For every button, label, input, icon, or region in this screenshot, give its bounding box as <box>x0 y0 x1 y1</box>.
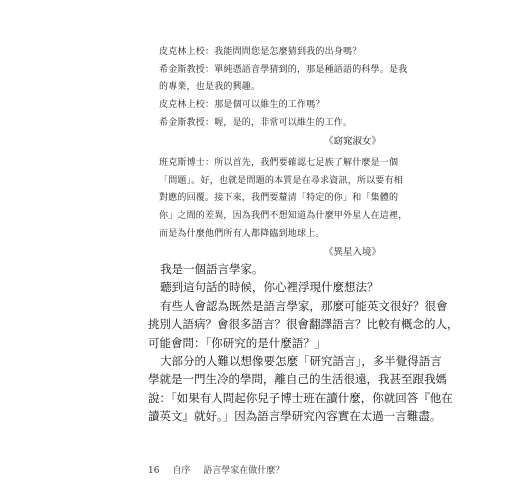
dialogue-line: 皮克林上校：我能問問您是怎麼猜到我的出身嗎？ <box>159 47 362 57</box>
quote-source: 《異星入境》 <box>323 246 381 258</box>
dialogue-line: 而是為什麼他們所有人都降臨到地球上。 <box>159 228 325 239</box>
dialogue-line: 對應的回覆。接下來，我們要釐清「特定的你」和「集體的 <box>159 193 399 204</box>
dialogue-quote-2 <box>159 155 408 261</box>
dialogue-quote-1 <box>159 44 408 150</box>
paragraph-line: 可能會問：「你研究的是什麼語？」 <box>148 335 327 350</box>
dialogue-line: 的專業，也是我的興趣。 <box>159 82 261 93</box>
dialogue-line: 班克斯博士：所以首先，我們要確認七足族了解什麼是一個 <box>159 158 399 168</box>
dialogue-line: 皮克林上校：那是個可以維生的工作嗎？ <box>159 100 325 111</box>
paragraph-line: 學就是一門生冷的學問，離自己的生活很遠，我甚至跟我媽 <box>148 372 447 387</box>
paragraph-line: 大部分的人難以想像要怎麼「研究語言」，多半覺得語言 <box>160 354 442 369</box>
paragraph-line: 讀英文』就好。」因為語言學研究內容實在太過一言難盡。 <box>148 409 442 424</box>
dialogue-line: 你」之間的差異，因為我們不想知道為什麼甲外星人在這裡， <box>159 211 408 222</box>
page-footer <box>148 463 294 476</box>
section-label: 自序 <box>172 466 191 476</box>
dialogue-line: 希金斯教授：單純憑語音學猜到的，那是種語語的科學。是我 <box>159 64 408 75</box>
quote-source: 《窈窕淑女》 <box>323 135 381 147</box>
paragraph-line: 我是一個語言學家。 <box>160 262 264 276</box>
body-text <box>148 260 459 426</box>
paragraph <box>148 297 459 352</box>
paragraph-line: 有些人會認為既然是語言學家，那麼可能英文很好？很會 <box>160 298 448 313</box>
paragraph <box>148 260 388 278</box>
paragraph-line: 說：「如果有人問起你兒子博士班在讀什麼，你就回答『他在 <box>148 390 453 405</box>
paragraph-line: 挑別人語病？會很多語言？很會翻譯語言？比較有概念的人， <box>148 317 459 332</box>
paragraph-line: 聽到這句話的時候，你心裡浮現什麼想法？ <box>160 280 379 295</box>
page-number: 16 <box>148 466 160 476</box>
dialogue-line: 希金斯教授：喔，是的，非常可以維生的工作。 <box>159 117 353 128</box>
dialogue-line: 「問題」。好，也就是問題的本質是在尋求資訊，所以要有相 <box>159 175 403 186</box>
chapter-title: 語言學家在做什麼？ <box>203 466 285 476</box>
paragraph <box>148 352 453 426</box>
paragraph <box>148 278 388 296</box>
